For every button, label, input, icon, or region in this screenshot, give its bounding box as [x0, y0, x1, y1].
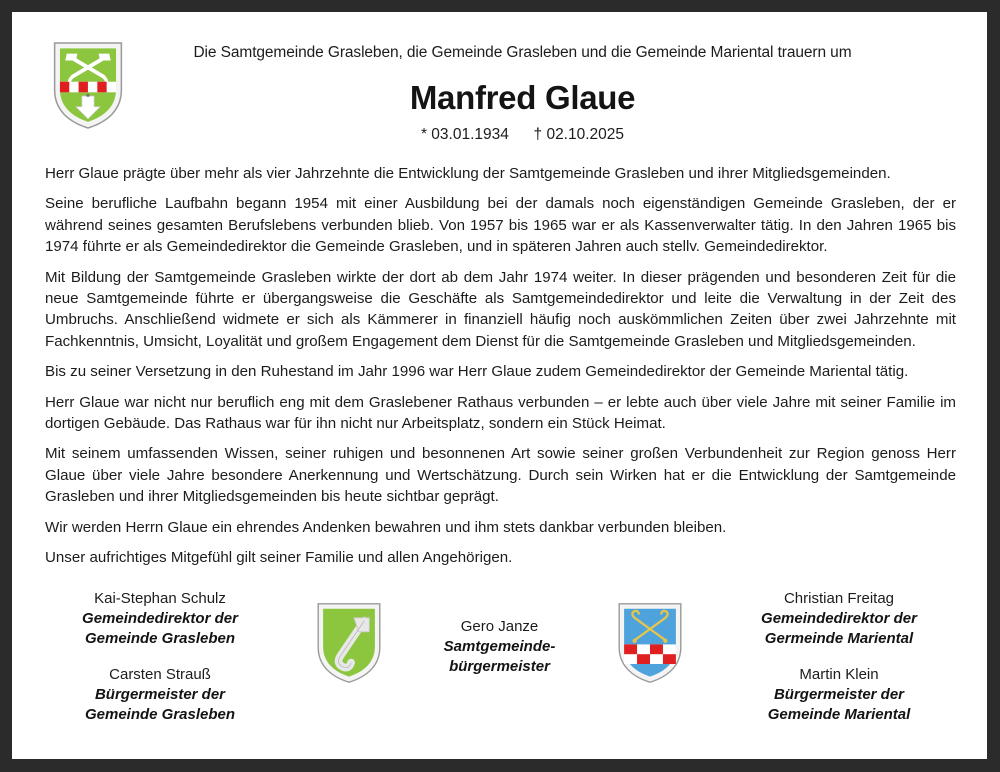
signatory-title-line: Samtgemeinde-	[443, 637, 556, 655]
signatory	[46, 665, 274, 725]
signatory-name: Kai-Stephan Schulz	[94, 589, 226, 607]
signatory-title-line: Bürgermeister der	[94, 685, 226, 703]
signatory	[725, 665, 953, 725]
signatory	[425, 617, 575, 677]
signatory-title-line: Germeinde Mariental	[764, 629, 914, 647]
body-paragraph: Wir werden Herrn Glaue ein ehrendes Andenken bewahren und ihm stets dankbar verbunden bleiben.	[45, 518, 727, 536]
signatory-name: Christian Freitag	[783, 589, 895, 607]
signatory-title-line: Gemeindedirektor der	[761, 609, 917, 627]
signatory-title-line: Gemeinde Mariental	[767, 705, 911, 723]
signatory-title-line: Bürgermeister der	[773, 685, 905, 703]
signature-area	[40, 589, 959, 725]
obituary-notice	[12, 12, 987, 759]
mourning-line: Die Samtgemeinde Grasleben, die Gemeinde Grasleben und die Gemeinde Mariental trauern um	[193, 44, 852, 61]
signature-column-mariental	[725, 589, 953, 725]
gemeinde-grasleben-coat-of-arms-icon	[301, 589, 397, 685]
body-paragraph: Seine berufliche Laufbahn begann 1954 mit einer Ausbildung bei der damals noch eigenständigen Gemeinde Grasleben, der er während seines gesamten Berufslebens verbunden blieb. Von 1957 bis 1965 war er als Kassenverwalter tätig. In den Jahren 1965 bis 1974 führte er als Gemeindedirektor die Gemeinde Grasleben, und in späteren Jahren auch stellv. Gemeindedirektor.	[45, 195, 956, 256]
body-paragraph: Bis zu seiner Versetzung in den Ruhestand im Jahr 1996 war Herr Glaue zudem Gemeindedirektor der Gemeinde Mariental tätig.	[45, 363, 909, 381]
signatory	[46, 589, 274, 649]
death-date: † 02.10.2025	[533, 126, 625, 143]
gemeinde-mariental-coat-of-arms-icon	[602, 589, 698, 685]
body-paragraph: Herr Glaue war nicht nur beruflich eng mit dem Graslebener Rathaus verbunden – er lebte auch über viele Jahre mit seiner Familie im dortigen Gebäude. Das Rathaus war für ihn nicht nur Arbeitsplatz, sondern ein Stück Heimat.	[45, 393, 956, 433]
birth-date: * 03.01.1934	[420, 126, 509, 143]
deceased-name: Manfred Glaue	[409, 79, 636, 116]
signature-column-samtgemeinde	[425, 589, 575, 677]
signatory-title-line: Gemeindedirektor der	[82, 609, 238, 627]
signatory-title-line: Gemeinde Grasleben	[84, 705, 236, 723]
body-paragraph: Herr Glaue prägte über mehr als vier Jahrzehnte die Entwicklung der Samtgemeinde Grasleben und ihrer Mitgliedsgemeinden.	[45, 165, 891, 182]
signature-column-grasleben	[46, 589, 274, 725]
body-paragraph: Mit seinem umfassenden Wissen, seiner ruhigen und besonnenen Art sowie seiner großen Verbundenheit zur Region genoss Herr Glaue über viele Jahre besondere Anerkennung und Wertschätzung. Durch sein Wirken hat er die Entwicklung der Samtgemeinde Grasleben und ihrer Mitgliedsgemeinden bis heute sichtbar geprägt.	[45, 445, 956, 506]
signatory	[725, 589, 953, 649]
signatory-title-line: Gemeinde Grasleben	[84, 629, 236, 647]
signatory-name: Carsten Strauß	[109, 665, 211, 683]
body-paragraph: Mit Bildung der Samtgemeinde Grasleben wirkte der dort ab dem Jahr 1974 weiter. In dieser prägenden und besonderen Zeit für die neue Samtgemeinde führte er übergangsweise die Geschäfte als Samtgemeindedirektor und leite die Verwaltung in der Zeit des Umbruchs. Anschließend widmete er sich als Kämmerer in finanziell häufig noch auskömmlichen Zeiten über zwei Jahrzehnte mit Fachkenntnis, Umsicht, Loyalität und großem Engagement dem Dienst für die Samtgemeinde Grasleben und Mitgliedsgemeinden.	[45, 268, 956, 350]
signatory-name: Gero Janze	[460, 617, 539, 635]
samtgemeinde-grasleben-coat-of-arms-icon	[50, 40, 126, 131]
header-text-block	[126, 30, 959, 144]
body-paragraph: Unser aufrichtiges Mitgefühl gilt seiner Familie und allen Angehörigen.	[45, 549, 513, 567]
obituary-body	[40, 163, 959, 569]
signatory-name: Martin Klein	[799, 665, 879, 683]
signatory-title-line: bürgermeister	[449, 657, 550, 675]
life-dates	[126, 126, 919, 144]
obituary-header	[40, 30, 959, 144]
